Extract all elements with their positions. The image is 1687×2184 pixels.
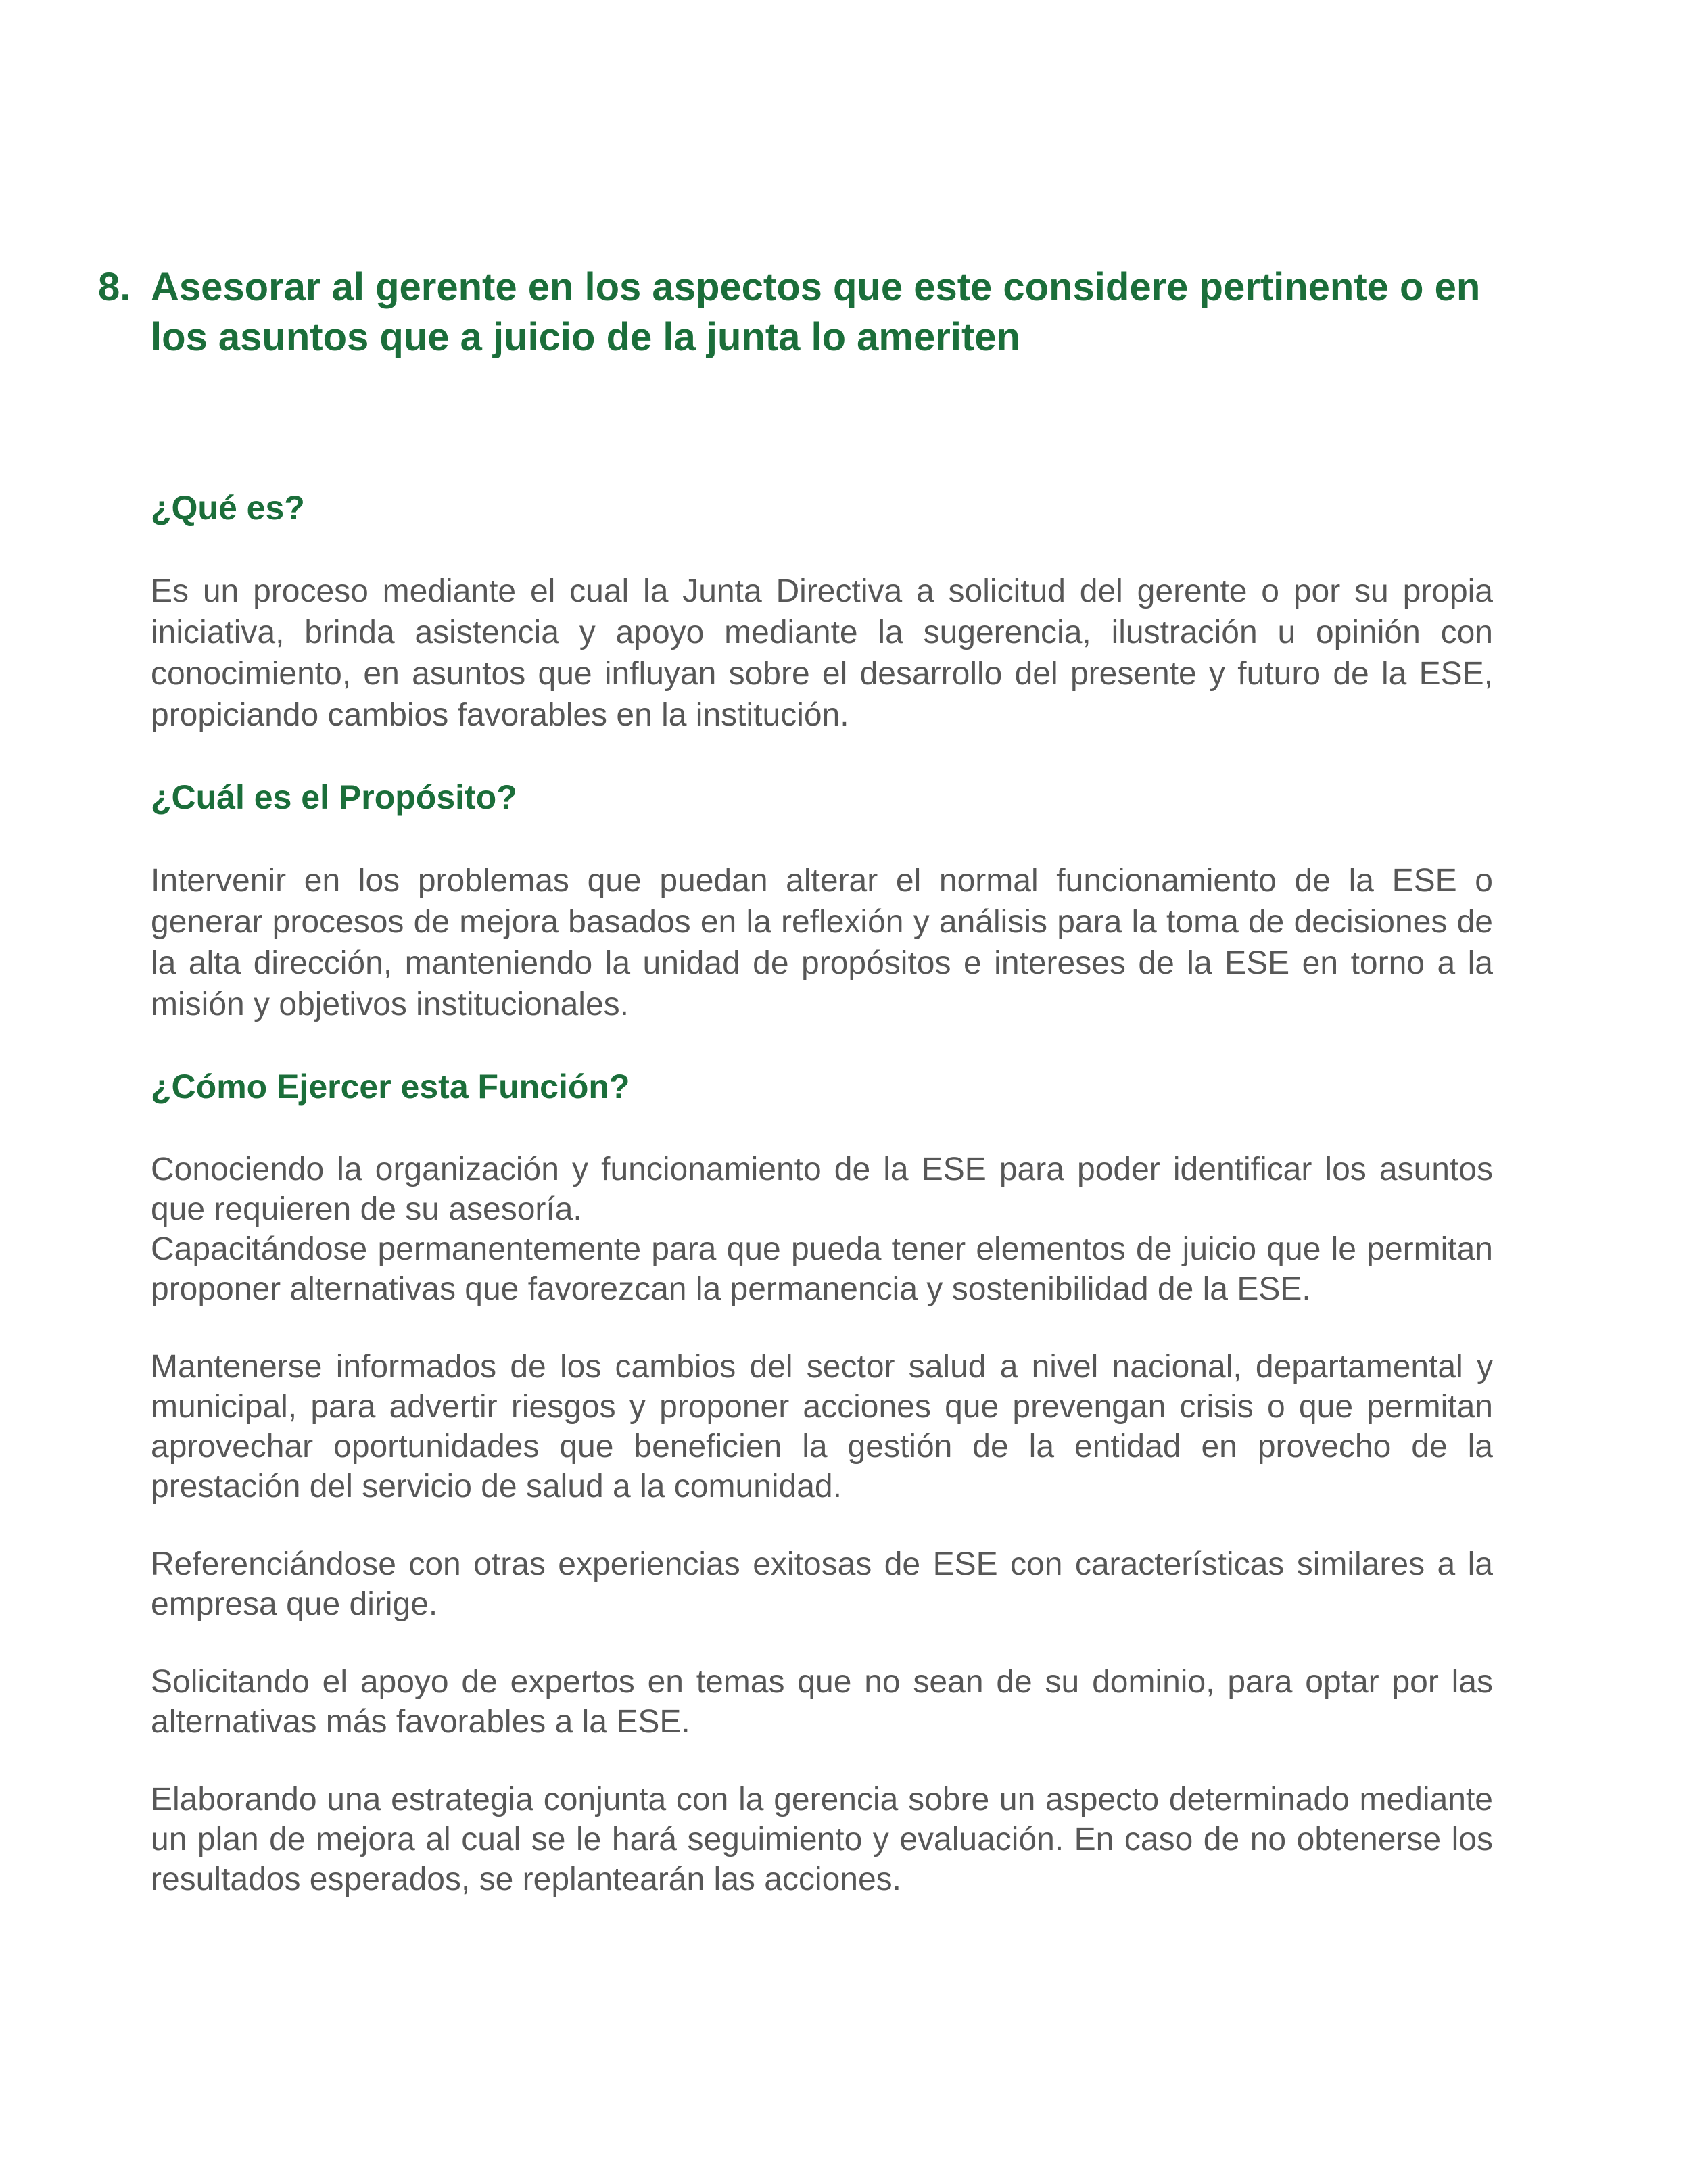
- section-title-como-ejercer: ¿Cómo Ejercer esta Función?: [151, 1068, 630, 1106]
- paragraph-que-es: Es un proceso mediante el cual la Junta Directiva a solicitud del gerente o por su propia iniciativa, brinda asistencia y apoyo mediante la sugerencia, ilustración u opinión con conocimiento, en asuntos que influyan sobre el desarrollo del presente y futuro de la ESE, propiciando cambios favorables en la institución.: [151, 573, 1493, 733]
- main-heading: [98, 262, 1504, 362]
- paragraph-proposito: Intervenir en los problemas que puedan alterar el normal funcionamiento de la ESE o generar procesos de mejora basados en la reflexión y análisis para la toma de decisiones de la alta dirección, manteniendo la unidad de propósitos e intereses de la ESE en torno a la misión y objetivos institucionales.: [151, 863, 1493, 1022]
- paragraph-mantenerse: Mantenerse informados de los cambios del sector salud a nivel nacional, departamental y municipal, para advertir riesgos y proponer acciones que prevengan crisis o que permitan aprovechar oportunidades que beneficien la gestión de la entidad en provecho de la prestación del servicio de salud a la comunidad.: [151, 1349, 1493, 1504]
- paragraph-conociendo: Conociendo la organización y funcionamiento de la ESE para poder identificar los asuntos que requieren de su asesoría.: [151, 1152, 1493, 1227]
- paragraph-solicitando: Solicitando el apoyo de expertos en temas que no sean de su dominio, para optar por las alternativas más favorables a la ESE.: [151, 1664, 1493, 1740]
- content-body: [151, 487, 1493, 1899]
- paragraph-elaborando: Elaborando una estrategia conjunta con la gerencia sobre un aspecto determinado mediante un plan de mejora al cual se le hará seguimiento y evaluación. En caso de no obtenerse los resultados esperados, se replantearán las acciones.: [151, 1782, 1493, 1897]
- section-title-proposito: ¿Cuál es el Propósito?: [151, 778, 517, 816]
- heading-text: Asesorar al gerente en los aspectos que este considere pertinente o en los asuntos que a juicio de la junta lo ameriten: [151, 265, 1481, 359]
- paragraph-referenciandose: Referenciándose con otras experiencias exitosas de ESE con características similares a la empresa que dirige.: [151, 1546, 1493, 1622]
- heading-number: 8.: [98, 265, 131, 309]
- section-title-que-es: ¿Qué es?: [151, 489, 305, 527]
- paragraph-capacitandose: Capacitándose permanentemente para que pueda tener elementos de juicio que le permitan proponer alternativas que favorezcan la permanencia y sostenibilidad de la ESE.: [151, 1231, 1493, 1307]
